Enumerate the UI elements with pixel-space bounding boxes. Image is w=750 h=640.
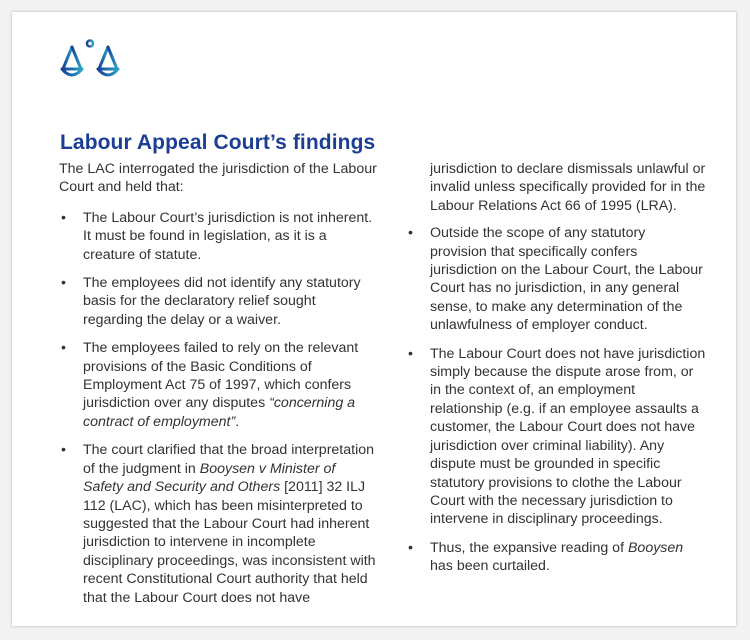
bullet-marker: • — [408, 345, 413, 362]
section-title: Labour Appeal Court’s findings — [60, 131, 376, 154]
quoted-phrase: “concerning a contract of employment” — [83, 395, 356, 430]
bullet-marker: • — [408, 539, 413, 556]
finding-text: The Labour Court’s jurisdiction is not inherent. It must be found in legislation, as it is a creature of statute. — [83, 209, 373, 263]
case-name: Booysen — [627, 539, 684, 556]
finding-text: Outside the scope of any statutory provision that specifically confers jurisdiction on the Labour Court, the Labour Court has no jurisdiction, in any general sense, to make any determination of the unlawfulness of employer conduct. — [430, 225, 703, 334]
findings-list-right — [406, 224, 706, 575]
scales-of-justice-icon — [60, 36, 120, 96]
right-column — [406, 160, 706, 586]
finding-item — [59, 339, 377, 431]
finding-text: The employees failed to rely on the relevant provisions of the Basic Conditions of Employment Act 75 of 1997, which confers jurisdiction over any disputes — [83, 340, 359, 412]
bullet-marker: • — [408, 225, 413, 242]
finding-text: Thus, the expansive reading of — [430, 539, 628, 556]
bullet-marker: • — [61, 209, 66, 226]
bullet-marker: • — [61, 442, 66, 459]
document-card — [12, 12, 736, 626]
findings-list-left — [59, 209, 377, 607]
bullet-marker: • — [61, 275, 66, 292]
finding-item — [406, 539, 706, 576]
finding-item — [59, 441, 377, 607]
finding-item — [59, 274, 377, 329]
finding-text: The court clarified that the broad interpretation of the judgment in — [83, 442, 375, 477]
case-citation: Booysen v Minister of Safety and Security and Others — [83, 460, 336, 496]
finding-text: The employees did not identify any statutory basis for the declaratory relief sought regarding the delay or a waiver. — [83, 275, 361, 328]
finding-text-end: [2011] 32 ILJ 112 (LAC), which has been misinterpreted to suggested that the Labour Court had inherent jurisdiction to intervene in incomplete disciplinary proceedings, was inconsistent with recent Constitutional Court authority that held that the Labour Court does not have — [83, 479, 376, 606]
continued-paragraph: jurisdiction to declare dismissals unlawful or invalid unless specifically provided for in the Labour Relations Act 66 of 1995 (LRA). — [430, 161, 706, 214]
finding-item — [406, 345, 706, 529]
finding-item — [406, 224, 706, 334]
bullet-marker: • — [61, 340, 66, 357]
intro-paragraph: The LAC interrogated the jurisdiction of the Labour Court and held that: — [59, 161, 377, 196]
finding-item — [59, 209, 377, 264]
finding-text-end: . — [235, 413, 240, 430]
finding-text-end: has been curtailed. — [430, 558, 550, 575]
left-column — [59, 160, 377, 617]
finding-text: The Labour Court does not have jurisdiction simply because the dispute arose from, or in the context of, an employment relationship (e.g. if an employee assaults a customer, the Labour Court does not have jurisdiction over criminal liability). Any dispute must be grounded in specific statutory provisions to clothe the Labour Court with the necessary jurisdiction to intervene in disciplinary proceedings. — [430, 345, 706, 528]
